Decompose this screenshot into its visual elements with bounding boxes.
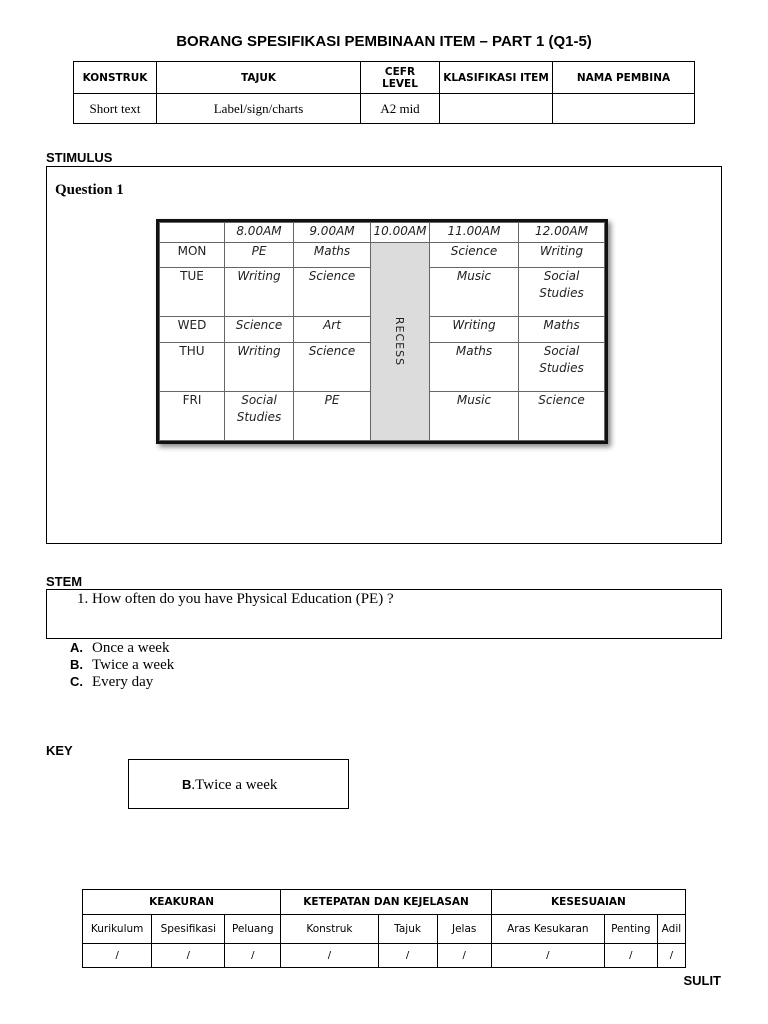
stimulus-box (46, 166, 722, 544)
timetable-cell: Science (519, 391, 605, 440)
timetable-cell: Music (430, 268, 519, 317)
timetable-corner (160, 223, 225, 243)
recess-column (371, 243, 430, 441)
criterion-penting: Penting (604, 915, 657, 944)
timetable-cell: Writing (225, 342, 294, 391)
criterion-aras-kesukaran: Aras Kesukaran (491, 915, 604, 944)
timetable-cell: PE (294, 391, 371, 440)
mark-cell: / (378, 944, 437, 968)
mark-cell: / (491, 944, 604, 968)
timetable-cell: Social Studies (225, 391, 294, 440)
timetable-cell: Science (294, 268, 371, 317)
mark-cell: / (437, 944, 491, 968)
header-konstruk: KONSTRUK (74, 62, 157, 94)
timetable-cell: Music (430, 391, 519, 440)
header-klasifikasi-item: KLASIFIKASI ITEM (440, 62, 553, 94)
day-label: MON (160, 243, 225, 268)
key-label: KEY (46, 743, 73, 758)
mark-cell: / (225, 944, 281, 968)
mark-cell: / (604, 944, 657, 968)
key-letter: B (182, 777, 192, 792)
mark-cell: / (83, 944, 152, 968)
option-letter: C. (70, 674, 83, 689)
time-header: 8.00AM (225, 223, 294, 243)
stem-question: 1. How often do you have Physical Education (PE) ? (77, 591, 394, 607)
recess-label: RECESS (393, 316, 407, 367)
value-klasifikasi-item (440, 94, 553, 124)
stem-box (46, 589, 722, 639)
criterion-peluang: Peluang (225, 915, 281, 944)
header-tajuk: TAJUK (157, 62, 361, 94)
timetable-cell: Science (430, 243, 519, 268)
timetable-cell: Maths (519, 317, 605, 342)
key-answer (182, 776, 277, 794)
form-title: BORANG SPESIFIKASI PEMBINAAN ITEM – PART 1 (Q1-5) (176, 33, 592, 50)
day-label: WED (160, 317, 225, 342)
timetable-cell: Art (294, 317, 371, 342)
value-tajuk: Label/sign/charts (157, 94, 361, 124)
time-header: 11.00AM (430, 223, 519, 243)
question-title: Question 1 (55, 182, 124, 198)
day-label: FRI (160, 391, 225, 440)
mark-cell: / (657, 944, 685, 968)
header-nama-pembina: NAMA PEMBINA (553, 62, 695, 94)
timetable-cell: Maths (294, 243, 371, 268)
timetable-cell: Science (294, 342, 371, 391)
value-cefr-level: A2 mid (361, 94, 440, 124)
key-box (128, 759, 349, 809)
group-keakuran: KEAKURAN (83, 890, 281, 915)
criterion-kurikulum: Kurikulum (83, 915, 152, 944)
option-b (70, 656, 174, 674)
timetable-cell: PE (225, 243, 294, 268)
review-table (82, 889, 686, 968)
option-text: Every day (92, 674, 154, 690)
timetable-cell: Science (225, 317, 294, 342)
header-cefr-level: CEFR LEVEL (361, 62, 440, 94)
timetable-cell: Writing (225, 268, 294, 317)
day-label: THU (160, 342, 225, 391)
timetable-cell: Maths (430, 342, 519, 391)
stem-label: STEM (46, 574, 83, 589)
criterion-spesifikasi: Spesifikasi (152, 915, 225, 944)
option-c (70, 673, 153, 691)
time-header: 12.00AM (519, 223, 605, 243)
timetable-cell: Writing (519, 243, 605, 268)
criterion-tajuk: Tajuk (378, 915, 437, 944)
timetable-cell: Writing (430, 317, 519, 342)
group-kesesuaian: KESESUAIAN (491, 890, 685, 915)
time-header: 10.00AM (371, 223, 430, 243)
mark-cell: / (152, 944, 225, 968)
timetable (159, 222, 605, 441)
stimulus-label: STIMULUS (46, 150, 113, 165)
option-letter: A. (70, 640, 83, 655)
option-text: Twice a week (92, 657, 175, 673)
criterion-konstruk: Konstruk (281, 915, 378, 944)
option-letter: B. (70, 657, 83, 672)
option-a (70, 639, 169, 657)
day-label: TUE (160, 268, 225, 317)
key-text: .Twice a week (191, 777, 278, 793)
timetable-cell: Social Studies (519, 342, 605, 391)
timetable-image (156, 219, 608, 444)
mark-cell: / (281, 944, 378, 968)
option-text: Once a week (92, 640, 170, 656)
criterion-jelas: Jelas (437, 915, 491, 944)
item-spec-table (73, 61, 695, 124)
criterion-adil: Adil (657, 915, 685, 944)
time-header: 9.00AM (294, 223, 371, 243)
timetable-cell: Social Studies (519, 268, 605, 317)
value-konstruk: Short text (74, 94, 157, 124)
classification-footer: SULIT (683, 973, 721, 988)
group-ketepatan-dan-kejelasan: KETEPATAN DAN KEJELASAN (281, 890, 492, 915)
value-nama-pembina (553, 94, 695, 124)
